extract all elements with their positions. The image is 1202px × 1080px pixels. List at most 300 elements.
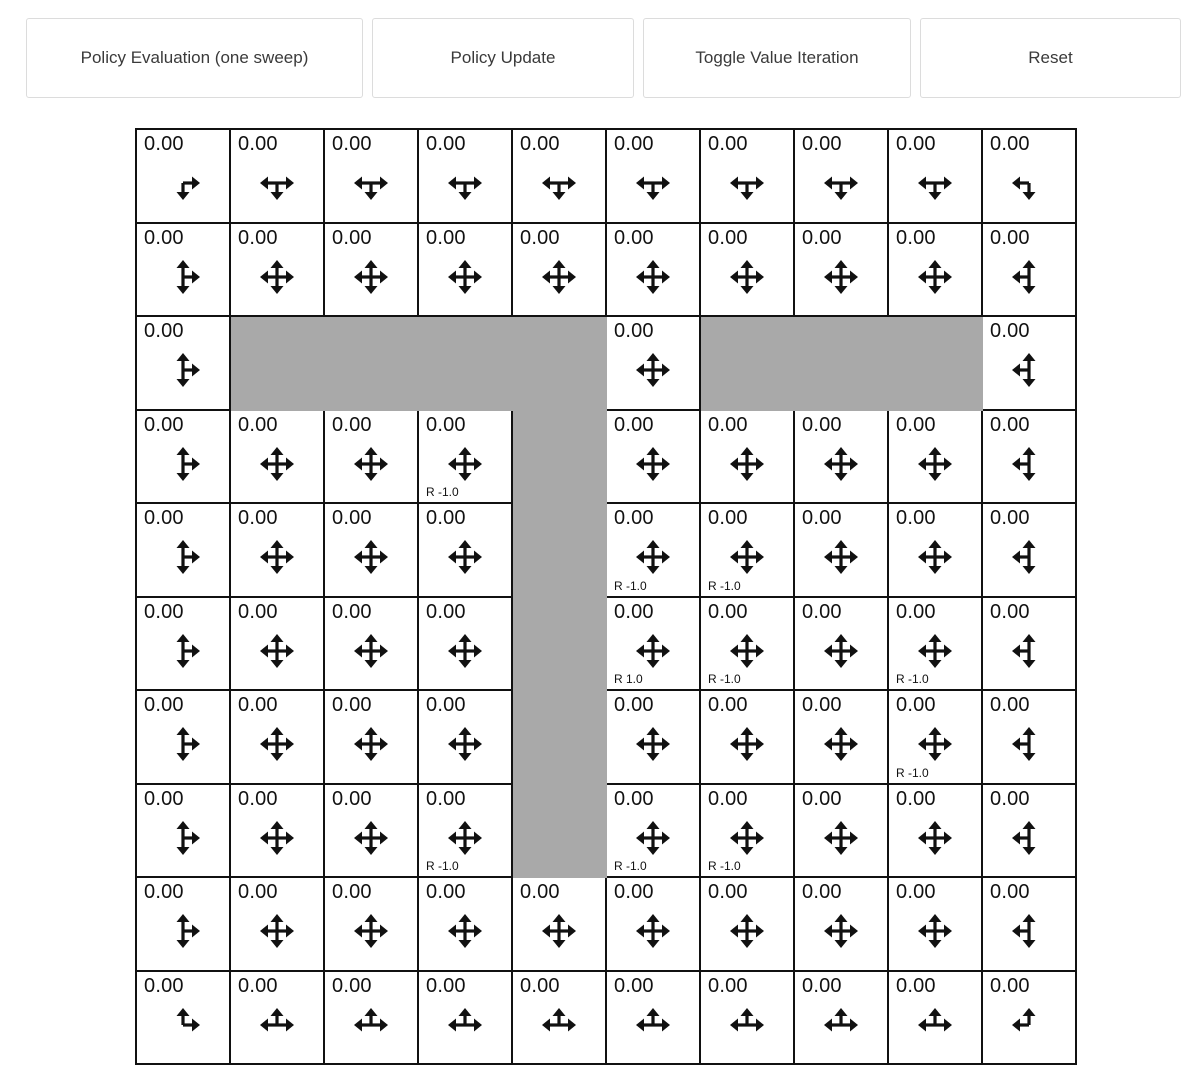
policy-arrows-icon bbox=[607, 721, 699, 769]
grid-cell[interactable] bbox=[982, 410, 1076, 504]
grid-cell-wall bbox=[512, 503, 606, 597]
cell-value: 0.00 bbox=[708, 974, 748, 997]
cell-value: 0.00 bbox=[426, 881, 466, 903]
policy-arrows-icon bbox=[419, 254, 511, 302]
policy-arrows-icon bbox=[889, 534, 981, 582]
cell-reward-label: R 1.0 bbox=[614, 672, 643, 686]
grid-cell-wall bbox=[512, 690, 606, 784]
cell-reward-label: R -1.0 bbox=[708, 859, 741, 873]
policy-arrows-icon bbox=[795, 160, 887, 208]
grid-cell[interactable] bbox=[700, 503, 794, 597]
policy-arrows-icon bbox=[701, 160, 793, 208]
grid-cell[interactable] bbox=[230, 410, 324, 504]
grid-cell[interactable] bbox=[888, 877, 982, 971]
policy-arrows-icon bbox=[419, 441, 511, 489]
cell-value: 0.00 bbox=[614, 974, 654, 997]
grid-cell[interactable] bbox=[512, 223, 606, 317]
cell-value: 0.00 bbox=[144, 881, 184, 903]
grid-cell[interactable] bbox=[794, 410, 888, 504]
cell-value: 0.00 bbox=[990, 226, 1030, 249]
grid-cell[interactable] bbox=[418, 784, 512, 878]
policy-arrows-icon bbox=[983, 160, 1075, 208]
policy-arrows-icon bbox=[137, 347, 229, 395]
cell-value: 0.00 bbox=[990, 507, 1030, 529]
grid-cell[interactable] bbox=[324, 877, 418, 971]
policy-arrows-icon bbox=[419, 628, 511, 676]
cell-value: 0.00 bbox=[614, 320, 654, 342]
cell-reward-label: R -1.0 bbox=[708, 672, 741, 686]
cell-value: 0.00 bbox=[238, 600, 278, 623]
policy-arrows-icon bbox=[701, 908, 793, 956]
grid-cell-wall bbox=[324, 316, 418, 410]
grid-cell[interactable] bbox=[982, 690, 1076, 784]
cell-value: 0.00 bbox=[896, 133, 936, 155]
grid-cell[interactable] bbox=[606, 503, 700, 597]
cell-value: 0.00 bbox=[238, 507, 278, 529]
cell-value: 0.00 bbox=[708, 787, 748, 810]
grid-cell[interactable] bbox=[888, 410, 982, 504]
grid-cell[interactable] bbox=[888, 690, 982, 784]
policy-arrows-icon bbox=[983, 347, 1075, 395]
policy-arrows-icon bbox=[325, 160, 417, 208]
policy-arrows-icon bbox=[983, 1002, 1075, 1050]
grid-cell[interactable] bbox=[418, 971, 512, 1065]
policy-arrows-icon bbox=[607, 628, 699, 676]
policy-arrows-icon bbox=[137, 721, 229, 769]
policy-arrows-icon bbox=[983, 534, 1075, 582]
grid-cell[interactable] bbox=[982, 877, 1076, 971]
grid-cell[interactable] bbox=[418, 223, 512, 317]
cell-value: 0.00 bbox=[520, 881, 560, 903]
grid-cell[interactable] bbox=[606, 784, 700, 878]
cell-value: 0.00 bbox=[332, 694, 372, 716]
grid-cell[interactable] bbox=[324, 410, 418, 504]
grid-cell[interactable] bbox=[230, 129, 324, 223]
cell-value: 0.00 bbox=[990, 881, 1030, 903]
cell-value: 0.00 bbox=[614, 413, 654, 436]
cell-value: 0.00 bbox=[238, 133, 278, 155]
grid-cell[interactable] bbox=[606, 223, 700, 317]
policy-arrows-icon bbox=[889, 1002, 981, 1050]
grid-cell[interactable] bbox=[606, 410, 700, 504]
grid-cell[interactable] bbox=[136, 223, 230, 317]
grid-cell[interactable] bbox=[888, 223, 982, 317]
cell-value: 0.00 bbox=[802, 507, 842, 529]
grid-cell-wall bbox=[230, 316, 324, 410]
cell-value: 0.00 bbox=[426, 226, 466, 249]
cell-value: 0.00 bbox=[802, 694, 842, 716]
grid-cell-wall bbox=[888, 316, 982, 410]
policy-arrows-icon bbox=[701, 1002, 793, 1050]
cell-value: 0.00 bbox=[332, 226, 372, 249]
grid-row bbox=[136, 316, 1076, 410]
grid-cell[interactable] bbox=[606, 877, 700, 971]
cell-value: 0.00 bbox=[990, 600, 1030, 623]
cell-value: 0.00 bbox=[238, 881, 278, 903]
policy-arrows-icon bbox=[983, 254, 1075, 302]
grid-cell[interactable] bbox=[324, 597, 418, 691]
policy-arrows-icon bbox=[607, 1002, 699, 1050]
grid-cell[interactable] bbox=[418, 503, 512, 597]
policy-arrows-icon bbox=[325, 815, 417, 863]
policy-arrows-icon bbox=[325, 534, 417, 582]
cell-value: 0.00 bbox=[614, 226, 654, 249]
cell-value: 0.00 bbox=[614, 694, 654, 716]
grid-cell[interactable] bbox=[888, 971, 982, 1065]
grid-cell-wall bbox=[512, 597, 606, 691]
grid-cell[interactable] bbox=[982, 784, 1076, 878]
policy-arrows-icon bbox=[137, 908, 229, 956]
cell-value: 0.00 bbox=[426, 974, 466, 997]
cell-value: 0.00 bbox=[802, 787, 842, 810]
policy-arrows-icon bbox=[231, 160, 323, 208]
grid-cell[interactable] bbox=[418, 410, 512, 504]
policy-arrows-icon bbox=[701, 721, 793, 769]
policy-arrows-icon bbox=[795, 908, 887, 956]
cell-value: 0.00 bbox=[520, 133, 560, 155]
cell-value: 0.00 bbox=[332, 974, 372, 997]
cell-value: 0.00 bbox=[896, 413, 936, 436]
cell-value: 0.00 bbox=[426, 600, 466, 623]
cell-value: 0.00 bbox=[332, 787, 372, 810]
grid-cell[interactable] bbox=[700, 223, 794, 317]
cell-value: 0.00 bbox=[238, 226, 278, 249]
cell-value: 0.00 bbox=[708, 226, 748, 249]
cell-reward-label: R -1.0 bbox=[426, 859, 459, 873]
policy-arrows-icon bbox=[889, 628, 981, 676]
grid-cell[interactable] bbox=[324, 223, 418, 317]
policy-arrows-icon bbox=[325, 908, 417, 956]
grid-cell[interactable] bbox=[418, 129, 512, 223]
grid-cell[interactable] bbox=[324, 784, 418, 878]
cell-value: 0.00 bbox=[708, 507, 748, 529]
policy-arrows-icon bbox=[419, 1002, 511, 1050]
cell-value: 0.00 bbox=[332, 133, 372, 155]
grid-cell[interactable] bbox=[512, 971, 606, 1065]
cell-value: 0.00 bbox=[426, 787, 466, 810]
grid-cell[interactable] bbox=[982, 971, 1076, 1065]
grid-row bbox=[136, 597, 1076, 691]
grid-cell[interactable] bbox=[512, 129, 606, 223]
cell-value: 0.00 bbox=[238, 787, 278, 810]
cell-value: 0.00 bbox=[802, 226, 842, 249]
grid-cell[interactable] bbox=[700, 877, 794, 971]
grid-cell-wall bbox=[794, 316, 888, 410]
policy-arrows-icon bbox=[607, 441, 699, 489]
cell-value: 0.00 bbox=[708, 694, 748, 716]
policy-arrows-icon bbox=[795, 1002, 887, 1050]
policy-arrows-icon bbox=[231, 441, 323, 489]
cell-value: 0.00 bbox=[896, 881, 936, 903]
cell-value: 0.00 bbox=[614, 133, 654, 155]
policy-arrows-icon bbox=[607, 254, 699, 302]
cell-value: 0.00 bbox=[144, 320, 184, 342]
policy-arrows-icon bbox=[513, 1002, 605, 1050]
grid-cell[interactable] bbox=[418, 690, 512, 784]
cell-reward-label: R -1.0 bbox=[896, 765, 929, 780]
grid-cell[interactable] bbox=[982, 129, 1076, 223]
grid-row bbox=[136, 690, 1076, 784]
policy-arrows-icon bbox=[983, 721, 1075, 769]
cell-value: 0.00 bbox=[238, 974, 278, 997]
cell-value: 0.00 bbox=[896, 974, 936, 997]
policy-arrows-icon bbox=[325, 1002, 417, 1050]
policy-arrows-icon bbox=[983, 441, 1075, 489]
grid-cell[interactable] bbox=[606, 690, 700, 784]
cell-value: 0.00 bbox=[802, 133, 842, 155]
cell-value: 0.00 bbox=[896, 787, 936, 810]
policy-arrows-icon bbox=[889, 908, 981, 956]
grid-row bbox=[136, 223, 1076, 317]
cell-value: 0.00 bbox=[990, 413, 1030, 436]
grid-cell[interactable] bbox=[794, 597, 888, 691]
cell-value: 0.00 bbox=[144, 133, 184, 155]
cell-value: 0.00 bbox=[144, 600, 184, 623]
cell-value: 0.00 bbox=[144, 787, 184, 810]
policy-arrows-icon bbox=[607, 815, 699, 863]
grid-cell[interactable] bbox=[888, 784, 982, 878]
policy-arrows-icon bbox=[795, 628, 887, 676]
cell-value: 0.00 bbox=[802, 881, 842, 903]
cell-value: 0.00 bbox=[144, 694, 184, 716]
policy-arrows-icon bbox=[889, 815, 981, 863]
cell-value: 0.00 bbox=[990, 694, 1030, 716]
policy-arrows-icon bbox=[325, 254, 417, 302]
grid-cell[interactable] bbox=[982, 316, 1076, 410]
policy-arrows-icon bbox=[231, 628, 323, 676]
grid-cell[interactable] bbox=[606, 129, 700, 223]
grid-cell-wall bbox=[512, 410, 606, 504]
grid-cell[interactable] bbox=[230, 503, 324, 597]
grid-cell[interactable] bbox=[606, 597, 700, 691]
grid-cell[interactable] bbox=[700, 597, 794, 691]
grid-cell[interactable] bbox=[794, 223, 888, 317]
cell-value: 0.00 bbox=[896, 226, 936, 249]
grid-cell[interactable] bbox=[700, 129, 794, 223]
grid-row bbox=[136, 129, 1076, 223]
policy-arrows-icon bbox=[513, 908, 605, 956]
grid-cell[interactable] bbox=[136, 316, 230, 410]
policy-arrows-icon bbox=[137, 628, 229, 676]
grid-cell[interactable] bbox=[136, 690, 230, 784]
policy-arrows-icon bbox=[419, 815, 511, 863]
policy-arrows-icon bbox=[983, 815, 1075, 863]
grid-cell[interactable] bbox=[700, 784, 794, 878]
cell-value: 0.00 bbox=[614, 507, 654, 529]
policy-arrows-icon bbox=[795, 254, 887, 302]
grid-cell-wall bbox=[700, 316, 794, 410]
grid-cell[interactable] bbox=[136, 784, 230, 878]
policy-arrows-icon bbox=[607, 908, 699, 956]
cell-value: 0.00 bbox=[144, 507, 184, 529]
grid-cell[interactable] bbox=[230, 223, 324, 317]
cell-value: 0.00 bbox=[332, 507, 372, 529]
reset-button[interactable]: Reset bbox=[920, 18, 1181, 98]
cell-value: 0.00 bbox=[426, 133, 466, 155]
cell-value: 0.00 bbox=[708, 413, 748, 436]
policy-arrows-icon bbox=[325, 441, 417, 489]
grid-row bbox=[136, 784, 1076, 878]
cell-value: 0.00 bbox=[990, 974, 1030, 997]
grid-cell[interactable] bbox=[230, 784, 324, 878]
policy-arrows-icon bbox=[137, 160, 229, 208]
grid-cell[interactable] bbox=[136, 503, 230, 597]
grid-row bbox=[136, 971, 1076, 1065]
cell-value: 0.00 bbox=[896, 694, 936, 716]
cell-value: 0.00 bbox=[990, 133, 1030, 155]
policy-arrows-icon bbox=[983, 628, 1075, 676]
grid-cell[interactable] bbox=[512, 877, 606, 971]
policy-arrows-icon bbox=[231, 534, 323, 582]
policy-update-button[interactable]: Policy Update bbox=[372, 18, 634, 98]
grid-cell[interactable] bbox=[418, 597, 512, 691]
grid-cell-wall bbox=[512, 784, 606, 878]
grid-cell[interactable] bbox=[794, 690, 888, 784]
cell-value: 0.00 bbox=[520, 226, 560, 249]
policy-arrows-icon bbox=[701, 628, 793, 676]
cell-value: 0.00 bbox=[426, 694, 466, 716]
policy-arrows-icon bbox=[231, 721, 323, 769]
cell-value: 0.00 bbox=[614, 600, 654, 623]
cell-value: 0.00 bbox=[802, 600, 842, 623]
policy-arrows-icon bbox=[607, 347, 699, 395]
grid-cell[interactable] bbox=[700, 971, 794, 1065]
policy-arrows-icon bbox=[607, 160, 699, 208]
cell-value: 0.00 bbox=[614, 787, 654, 810]
grid-row bbox=[136, 503, 1076, 597]
policy-arrows-icon bbox=[889, 441, 981, 489]
cell-reward-label: R -1.0 bbox=[614, 578, 647, 593]
policy-arrows-icon bbox=[795, 815, 887, 863]
cell-value: 0.00 bbox=[238, 413, 278, 436]
policy-arrows-icon bbox=[983, 908, 1075, 956]
policy-arrows-icon bbox=[325, 628, 417, 676]
cell-value: 0.00 bbox=[708, 881, 748, 903]
policy-arrows-icon bbox=[889, 254, 981, 302]
grid-cell[interactable] bbox=[888, 503, 982, 597]
policy-arrows-icon bbox=[325, 721, 417, 769]
cell-value: 0.00 bbox=[708, 600, 748, 623]
gridworld-grid bbox=[135, 128, 1077, 1065]
policy-arrows-icon bbox=[137, 1002, 229, 1050]
grid-cell[interactable] bbox=[136, 410, 230, 504]
grid-cell[interactable] bbox=[324, 129, 418, 223]
cell-value: 0.00 bbox=[144, 974, 184, 997]
cell-value: 0.00 bbox=[614, 881, 654, 903]
grid-cell[interactable] bbox=[418, 877, 512, 971]
grid-cell[interactable] bbox=[136, 971, 230, 1065]
cell-value: 0.00 bbox=[332, 600, 372, 623]
grid-cell-wall bbox=[418, 316, 512, 410]
policy-arrows-icon bbox=[795, 721, 887, 769]
grid-cell[interactable] bbox=[794, 971, 888, 1065]
cell-value: 0.00 bbox=[332, 881, 372, 903]
grid-cell[interactable] bbox=[136, 877, 230, 971]
grid-cell[interactable] bbox=[700, 410, 794, 504]
policy-arrows-icon bbox=[137, 534, 229, 582]
cell-value: 0.00 bbox=[144, 226, 184, 249]
grid-cell[interactable] bbox=[324, 971, 418, 1065]
grid-cell-wall bbox=[512, 316, 606, 410]
policy-arrows-icon bbox=[889, 160, 981, 208]
cell-reward-label: R -1.0 bbox=[896, 672, 929, 686]
cell-value: 0.00 bbox=[426, 507, 466, 529]
toggle-value-iteration-button[interactable]: Toggle Value Iteration bbox=[643, 18, 911, 98]
grid-cell[interactable] bbox=[606, 971, 700, 1065]
policy-arrows-icon bbox=[701, 815, 793, 863]
cell-value: 0.00 bbox=[708, 133, 748, 155]
policy-arrows-icon bbox=[795, 441, 887, 489]
cell-value: 0.00 bbox=[144, 413, 184, 436]
grid-cell[interactable] bbox=[794, 129, 888, 223]
policy-arrows-icon bbox=[701, 441, 793, 489]
grid-cell[interactable] bbox=[136, 597, 230, 691]
cell-reward-label: R -1.0 bbox=[614, 859, 647, 873]
policy-arrows-icon bbox=[795, 534, 887, 582]
grid-row bbox=[136, 877, 1076, 971]
policy-arrows-icon bbox=[419, 721, 511, 769]
policy-arrows-icon bbox=[701, 254, 793, 302]
grid-cell[interactable] bbox=[324, 690, 418, 784]
policy-arrows-icon bbox=[231, 908, 323, 956]
policy-arrows-icon bbox=[889, 721, 981, 769]
policy-arrows-icon bbox=[137, 441, 229, 489]
grid-cell[interactable] bbox=[136, 129, 230, 223]
cell-reward-label: R -1.0 bbox=[426, 485, 459, 499]
grid-cell[interactable] bbox=[230, 877, 324, 971]
grid-cell[interactable] bbox=[794, 503, 888, 597]
grid-cell[interactable] bbox=[982, 223, 1076, 317]
grid-row bbox=[136, 410, 1076, 504]
grid-cell[interactable] bbox=[982, 503, 1076, 597]
grid-cell[interactable] bbox=[230, 597, 324, 691]
policy-arrows-icon bbox=[231, 1002, 323, 1050]
policy-arrows-icon bbox=[419, 908, 511, 956]
grid-cell[interactable] bbox=[230, 690, 324, 784]
cell-value: 0.00 bbox=[426, 413, 466, 436]
policy-evaluation-button[interactable]: Policy Evaluation (one sweep) bbox=[26, 18, 363, 98]
cell-value: 0.00 bbox=[332, 413, 372, 436]
policy-arrows-icon bbox=[419, 160, 511, 208]
cell-value: 0.00 bbox=[896, 600, 936, 623]
grid-cell[interactable] bbox=[794, 784, 888, 878]
grid-cell[interactable] bbox=[888, 597, 982, 691]
policy-arrows-icon bbox=[513, 160, 605, 208]
grid-cell[interactable] bbox=[982, 597, 1076, 691]
policy-arrows-icon bbox=[137, 254, 229, 302]
cell-value: 0.00 bbox=[520, 974, 560, 997]
policy-arrows-icon bbox=[231, 254, 323, 302]
policy-arrows-icon bbox=[419, 534, 511, 582]
cell-value: 0.00 bbox=[802, 413, 842, 436]
policy-arrows-icon bbox=[231, 815, 323, 863]
grid-cell[interactable] bbox=[230, 971, 324, 1065]
cell-reward-label: R -1.0 bbox=[708, 578, 741, 593]
cell-value: 0.00 bbox=[802, 974, 842, 997]
policy-arrows-icon bbox=[513, 254, 605, 302]
policy-arrows-icon bbox=[607, 534, 699, 582]
cell-value: 0.00 bbox=[990, 787, 1030, 810]
grid-cell[interactable] bbox=[700, 690, 794, 784]
grid-cell[interactable] bbox=[888, 129, 982, 223]
policy-arrows-icon bbox=[701, 534, 793, 582]
grid-cell[interactable] bbox=[606, 316, 700, 410]
toolbar bbox=[26, 18, 1181, 98]
cell-value: 0.00 bbox=[238, 694, 278, 716]
grid-cell[interactable] bbox=[794, 877, 888, 971]
grid-table bbox=[135, 128, 1077, 1065]
grid-cell[interactable] bbox=[324, 503, 418, 597]
